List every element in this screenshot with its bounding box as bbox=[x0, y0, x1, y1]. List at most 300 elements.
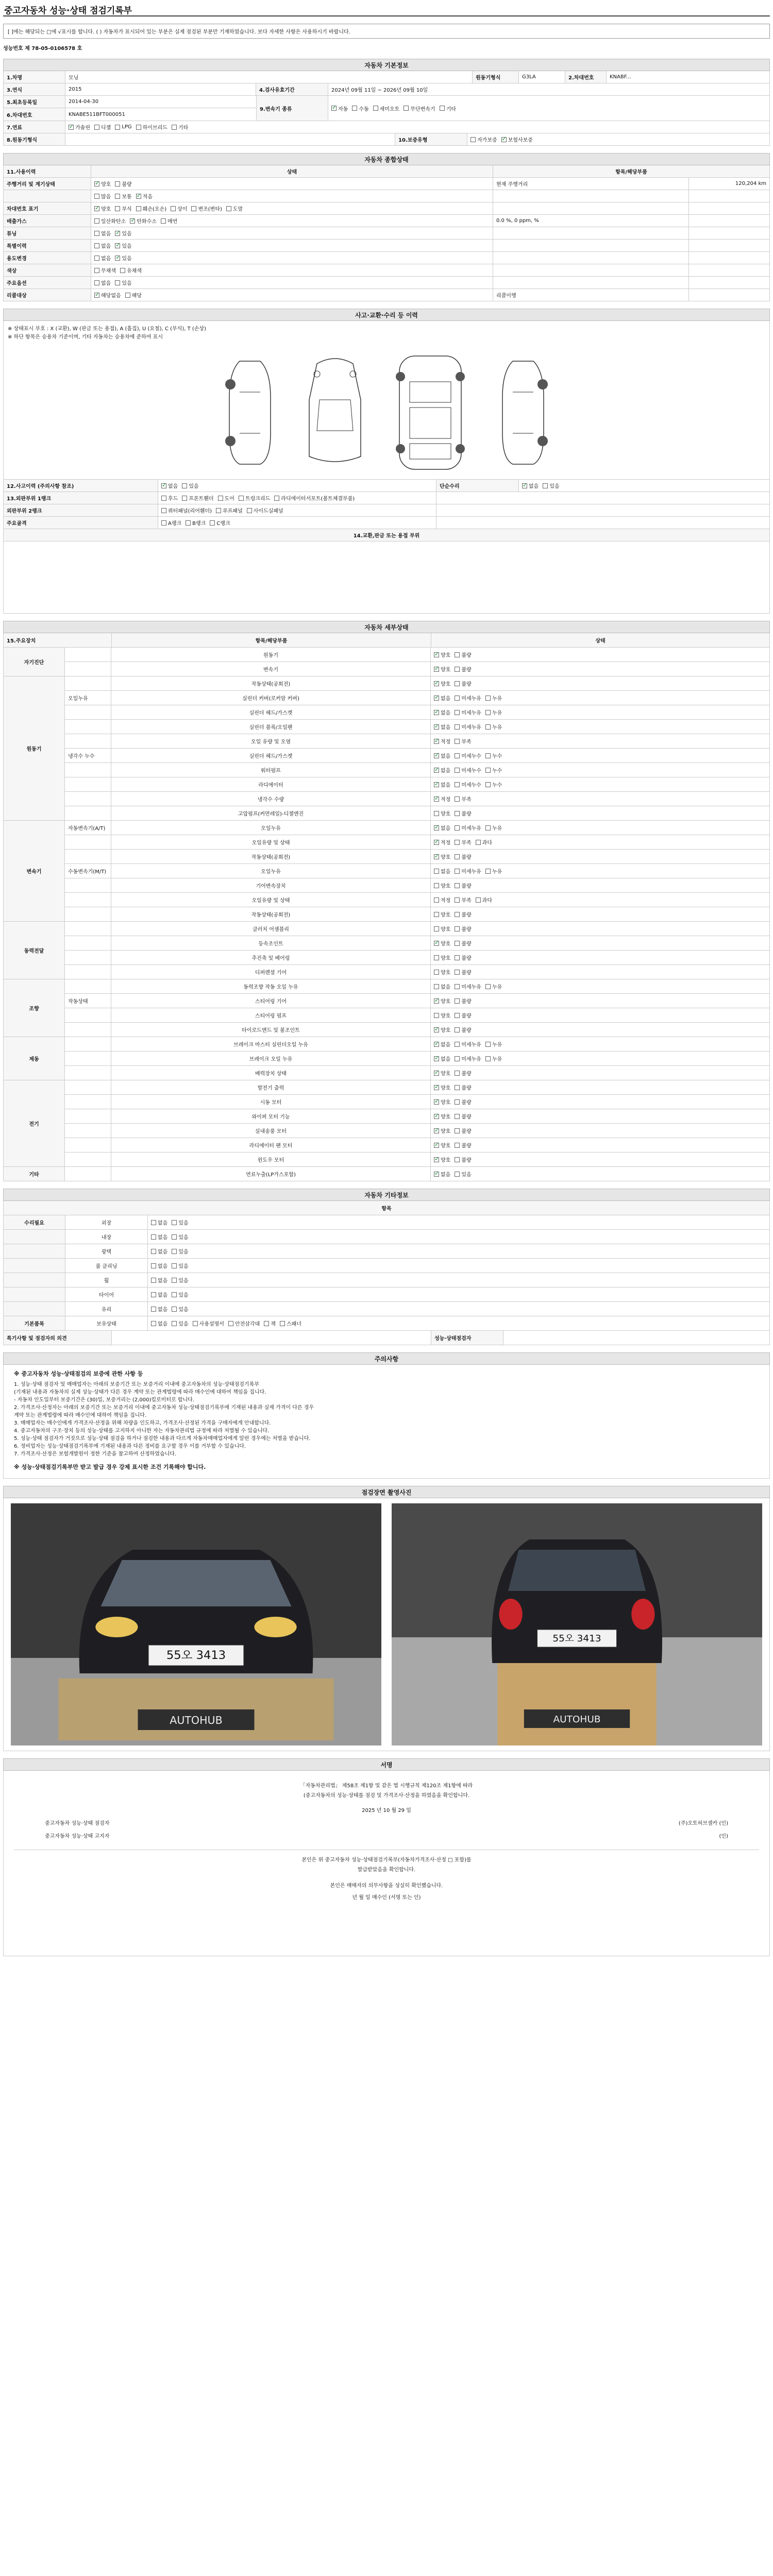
detail-sub bbox=[65, 979, 111, 993]
checkbox[interactable] bbox=[434, 869, 439, 874]
checkbox-checked[interactable] bbox=[434, 1027, 439, 1032]
checkbox[interactable] bbox=[115, 125, 120, 130]
basic-label: 3.연식 bbox=[4, 83, 65, 95]
photos-section-title: 점검장면 촬영사진 bbox=[3, 1486, 770, 1498]
svg-text:55오 3413: 55오 3413 bbox=[552, 1633, 601, 1644]
detail-row bbox=[65, 1109, 770, 1124]
checkbox[interactable] bbox=[161, 520, 166, 526]
checkbox[interactable] bbox=[171, 206, 176, 211]
checkbox[interactable] bbox=[455, 998, 460, 1004]
checkbox[interactable] bbox=[455, 854, 460, 859]
detail-row bbox=[65, 1167, 770, 1181]
general-row-options: 없음 ✓ 있음 bbox=[91, 240, 493, 251]
detail-part: 배력장치 상태 bbox=[111, 1066, 431, 1080]
checkbox[interactable] bbox=[455, 1071, 460, 1076]
detail-part: 라디에이터 팬 모터 bbox=[111, 1138, 431, 1152]
checkbox-checked[interactable] bbox=[434, 854, 439, 859]
detail-row bbox=[65, 792, 770, 806]
checkbox[interactable] bbox=[434, 984, 439, 989]
detail-part: 실린더 커버(로커암 커버) bbox=[111, 691, 431, 705]
checkbox-checked[interactable] bbox=[434, 768, 439, 773]
checkbox-checked[interactable] bbox=[434, 998, 439, 1004]
warranty-options: 자가보증 ✓ 보험사보증 bbox=[467, 133, 769, 145]
checkbox[interactable] bbox=[455, 912, 460, 917]
detail-group bbox=[3, 676, 770, 821]
fuel-label: 7.연료 bbox=[4, 121, 65, 133]
checkbox[interactable] bbox=[94, 243, 99, 248]
detail-options: ✓ 양호 불량 bbox=[431, 1095, 769, 1109]
other-row bbox=[3, 1302, 770, 1316]
detail-row bbox=[65, 1080, 770, 1095]
checkbox[interactable] bbox=[476, 840, 481, 845]
checkbox[interactable] bbox=[485, 696, 491, 701]
rear-photo bbox=[392, 1503, 762, 1745]
checkbox[interactable] bbox=[455, 739, 460, 744]
basic-label: 원동기형식 bbox=[473, 71, 519, 83]
detail-options: 양호 불량 bbox=[431, 806, 769, 820]
detail-row bbox=[65, 994, 770, 1008]
checkbox-checked[interactable] bbox=[115, 231, 120, 236]
general-row-value bbox=[689, 215, 769, 227]
checkbox[interactable] bbox=[151, 1249, 156, 1254]
checkbox[interactable] bbox=[455, 652, 460, 657]
caution-line: (기재된 내용과 자동차의 실제 성능·상태가 다른 경우 계약 또는 관계법령에 따라 매수인에 대하여 책임을 집니다. bbox=[14, 1389, 266, 1395]
detail-options: ✓ 적정 부족 과다 bbox=[431, 835, 769, 849]
sign-area: 「자동차관리법」 제58조 제1항 및 같은 법 시행규칙 제120조 제1항에 따라 (중고자동차의 성능·상태를 점검 및 가격조사·산정을 하였음을 확인합니다. 2025 년 10 월 29 일 중고자동차 성능·상태 점검자 (주)오토허브셀카 (인) 중고자동차 성능·상태 고지자 (인) 본인은 위 중고자동차 성능·상태점검기록부(자동차가격조사·산정 □ 포함)를 발급받았음을 확인합니다. 본인은 매매자의 의무사항을 성실히 확인했습니다. 년 월 일 매수인 (서명 또는 인) bbox=[3, 1771, 770, 1956]
detail-sub bbox=[65, 720, 111, 734]
checkbox[interactable] bbox=[455, 696, 460, 701]
detail-group-name: 변속기 bbox=[3, 821, 65, 922]
engine-value bbox=[65, 133, 395, 145]
checkbox[interactable] bbox=[434, 970, 439, 975]
detail-part: 등속조인트 bbox=[111, 936, 431, 950]
checkbox-checked[interactable] bbox=[434, 1085, 439, 1090]
other-header: 항목 bbox=[3, 1201, 770, 1215]
other-row bbox=[3, 1273, 770, 1287]
checkbox[interactable] bbox=[485, 825, 491, 831]
basic-row-3 bbox=[3, 96, 770, 121]
car-diagram bbox=[3, 346, 770, 480]
detail-part: 작동상태(공회전) bbox=[111, 850, 431, 863]
detail-part: 실린더 헤드/가스켓 bbox=[111, 749, 431, 762]
notice-box bbox=[3, 24, 770, 39]
detail-options: ✓ 없음 미세누수 누수 bbox=[431, 749, 769, 762]
detail-group bbox=[3, 979, 770, 1037]
checkbox[interactable] bbox=[216, 508, 221, 513]
general-row bbox=[3, 178, 770, 190]
checkbox-checked[interactable] bbox=[434, 782, 439, 787]
accident-row-options: 쿼터패널(리어휀더) 루프패널 사이드실패널 bbox=[158, 504, 436, 516]
checkbox[interactable] bbox=[455, 1056, 460, 1061]
detail-row bbox=[65, 878, 770, 893]
detail-group bbox=[3, 1080, 770, 1167]
general-row bbox=[3, 289, 770, 301]
checkbox[interactable] bbox=[218, 496, 223, 501]
checkbox-checked[interactable] bbox=[94, 206, 99, 211]
checkbox[interactable] bbox=[485, 710, 491, 715]
checkbox[interactable] bbox=[186, 520, 191, 526]
detail-sub bbox=[65, 1138, 111, 1152]
parts-empty-area bbox=[3, 541, 770, 614]
general-section-title: 자동차 종합상태 bbox=[3, 153, 770, 165]
certificate-number bbox=[3, 44, 770, 52]
checkbox-checked[interactable] bbox=[434, 681, 439, 686]
caution-section bbox=[3, 1352, 770, 1479]
detail-row bbox=[65, 1037, 770, 1052]
checkbox[interactable] bbox=[455, 1085, 460, 1090]
checkbox[interactable] bbox=[455, 768, 460, 773]
detail-section bbox=[3, 621, 770, 1181]
checkbox[interactable] bbox=[455, 667, 460, 672]
detail-row bbox=[65, 907, 770, 922]
checkbox[interactable] bbox=[115, 194, 120, 199]
detail-options: ✓ 양호 불량 bbox=[431, 1066, 769, 1080]
checkbox[interactable] bbox=[151, 1263, 156, 1268]
checkbox[interactable] bbox=[485, 1042, 491, 1047]
checkbox[interactable] bbox=[455, 955, 460, 960]
svg-text:AUTOHUB: AUTOHUB bbox=[553, 1714, 601, 1725]
checkbox[interactable] bbox=[264, 1321, 269, 1326]
checkbox[interactable] bbox=[94, 268, 99, 273]
detail-sub bbox=[65, 806, 111, 820]
checkbox[interactable] bbox=[161, 508, 166, 513]
checkbox[interactable] bbox=[94, 256, 99, 261]
detail-sub bbox=[65, 878, 111, 892]
caution-line: 6. 정비업자는 성능·상태점검기록부에 기재된 내용과 다른 정비를 요구할 경우 이를 거부할 수 있습니다. bbox=[14, 1444, 246, 1449]
checkbox-checked[interactable] bbox=[434, 1143, 439, 1148]
checkbox[interactable] bbox=[172, 1292, 177, 1297]
checkbox[interactable] bbox=[440, 106, 445, 111]
checkbox-checked[interactable] bbox=[94, 181, 99, 187]
detail-sub bbox=[65, 1066, 111, 1080]
checkbox-checked[interactable] bbox=[434, 1071, 439, 1076]
accident-row bbox=[3, 492, 770, 504]
detail-options: ✓ 적정 부족 bbox=[431, 792, 769, 806]
other-options: 없음 있음 bbox=[148, 1259, 769, 1273]
checkbox-checked[interactable] bbox=[434, 1114, 439, 1119]
checkbox-checked[interactable] bbox=[331, 106, 337, 111]
detail-row bbox=[65, 705, 770, 720]
checkbox[interactable] bbox=[434, 883, 439, 888]
checkbox-checked[interactable] bbox=[94, 293, 99, 298]
accident-section bbox=[3, 309, 770, 614]
checkbox[interactable] bbox=[182, 483, 187, 488]
general-row-options: 없음 ✓ 있음 bbox=[91, 227, 493, 239]
checkbox[interactable] bbox=[115, 206, 120, 211]
checkbox[interactable] bbox=[434, 811, 439, 816]
checkbox[interactable] bbox=[161, 218, 166, 224]
checkbox[interactable] bbox=[136, 206, 141, 211]
checkbox[interactable] bbox=[455, 1042, 460, 1047]
checkbox-checked[interactable] bbox=[434, 941, 439, 946]
checkbox[interactable] bbox=[455, 1013, 460, 1018]
other-group bbox=[4, 1302, 65, 1316]
other-section-title: 자동차 기타정보 bbox=[3, 1189, 770, 1201]
checkbox[interactable] bbox=[485, 984, 491, 989]
caution-line: 4. 중고자동차의 구조·장치 등의 성능·상태를 고지하지 아니한 자는 자동차관리법 규정에 따라 처벌될 수 있습니다. bbox=[14, 1428, 270, 1434]
other-group bbox=[4, 1230, 65, 1244]
accident-rows bbox=[3, 480, 770, 529]
detail-part: 오일 유량 및 오염 bbox=[111, 734, 431, 748]
checkbox[interactable] bbox=[115, 181, 120, 187]
checkbox[interactable] bbox=[172, 1249, 177, 1254]
general-row bbox=[3, 202, 770, 215]
checkbox[interactable] bbox=[193, 1321, 198, 1326]
checkbox[interactable] bbox=[434, 897, 439, 903]
checkbox[interactable] bbox=[434, 926, 439, 931]
checkbox-checked[interactable] bbox=[136, 194, 141, 199]
detail-header: 15.주요장치 항목/해당부품 상태 bbox=[3, 633, 770, 648]
checkbox[interactable] bbox=[455, 811, 460, 816]
checkbox[interactable] bbox=[434, 1013, 439, 1018]
checkbox-checked[interactable] bbox=[434, 667, 439, 672]
checkbox[interactable] bbox=[191, 206, 196, 211]
checkbox[interactable] bbox=[94, 125, 99, 130]
general-row-note bbox=[493, 264, 689, 276]
checkbox[interactable] bbox=[455, 753, 460, 758]
checkbox[interactable] bbox=[455, 1172, 460, 1177]
checkbox-checked[interactable] bbox=[434, 1172, 439, 1177]
detail-sub: 작동상태 bbox=[65, 994, 111, 1008]
detail-row bbox=[65, 936, 770, 951]
detail-part: 실린더 블록/오일팬 bbox=[111, 720, 431, 734]
general-row-label: 튜닝 bbox=[4, 227, 91, 239]
detail-sub bbox=[65, 705, 111, 719]
sign-section bbox=[3, 1758, 770, 1956]
checkbox-checked[interactable] bbox=[115, 256, 120, 261]
checkbox-checked[interactable] bbox=[434, 652, 439, 657]
checkbox[interactable] bbox=[485, 782, 491, 787]
checkbox[interactable] bbox=[455, 1099, 460, 1105]
checkbox[interactable] bbox=[485, 869, 491, 874]
general-row bbox=[3, 215, 770, 227]
detail-options: 적정 부족 과다 bbox=[431, 893, 769, 907]
detail-part: 스티어링 기어 bbox=[111, 994, 431, 1008]
checkbox[interactable] bbox=[120, 268, 125, 273]
checkbox[interactable] bbox=[115, 280, 120, 285]
checkbox[interactable] bbox=[226, 206, 231, 211]
checkbox[interactable] bbox=[151, 1220, 156, 1225]
detail-row bbox=[65, 763, 770, 777]
checkbox[interactable] bbox=[172, 1321, 177, 1326]
checkbox[interactable] bbox=[434, 912, 439, 917]
checkbox-checked[interactable] bbox=[434, 739, 439, 744]
checkbox[interactable] bbox=[455, 1128, 460, 1133]
checkbox[interactable] bbox=[455, 710, 460, 715]
caution-section-title: 주의사항 bbox=[3, 1352, 770, 1365]
checkbox[interactable] bbox=[455, 869, 460, 874]
checkbox[interactable] bbox=[485, 724, 491, 730]
front-photo bbox=[11, 1503, 381, 1745]
checkbox[interactable] bbox=[151, 1234, 156, 1240]
checkbox[interactable] bbox=[172, 1220, 177, 1225]
checkbox[interactable] bbox=[172, 1263, 177, 1268]
checkbox[interactable] bbox=[274, 496, 279, 501]
checkbox[interactable] bbox=[136, 125, 141, 130]
document-title: 중고자동차 성능·상태 점검기록부 bbox=[4, 6, 132, 16]
checkbox[interactable] bbox=[352, 106, 357, 111]
detail-part: 발전기 출력 bbox=[111, 1080, 431, 1094]
checkbox[interactable] bbox=[434, 955, 439, 960]
checkbox[interactable] bbox=[455, 883, 460, 888]
detail-row bbox=[65, 1066, 770, 1080]
other-options: 없음 있음 사용설명서 안전삼각대 잭 스패너 bbox=[148, 1316, 769, 1330]
detail-sub bbox=[65, 965, 111, 979]
checkbox[interactable] bbox=[125, 293, 130, 298]
detail-row bbox=[65, 749, 770, 763]
checkbox-checked[interactable] bbox=[434, 1157, 439, 1162]
basic-row-1 bbox=[3, 71, 770, 83]
accident-row-label: 13.외판부위 1랭크 bbox=[4, 492, 158, 504]
caution-line: 2. 가격조사·산정자는 아래의 보증기간 또는 보증거리 이내에 중고자동차 성능·상태점검기록부에 기재된 내용과 실제 가격이 다른 경우 bbox=[14, 1405, 314, 1411]
detail-options: ✓ 없음 미세누유 누유 bbox=[431, 1052, 769, 1065]
checkbox[interactable] bbox=[373, 106, 378, 111]
checkbox[interactable] bbox=[280, 1321, 285, 1326]
checkbox-checked[interactable] bbox=[434, 1099, 439, 1105]
detail-row bbox=[65, 922, 770, 936]
basic-value: 2024년 09월 11일 ~ 2026년 09월 10일 bbox=[331, 88, 428, 93]
detail-options: ✓ 양호 불량 bbox=[431, 662, 769, 676]
checkbox[interactable] bbox=[485, 768, 491, 773]
checkbox[interactable] bbox=[172, 1278, 177, 1283]
checkbox[interactable] bbox=[455, 1114, 460, 1119]
checkbox[interactable] bbox=[172, 125, 177, 130]
detail-options: 양호 불량 bbox=[431, 965, 769, 979]
checkbox[interactable] bbox=[151, 1278, 156, 1283]
checkbox-checked[interactable] bbox=[130, 218, 135, 224]
detail-part: 원동기 bbox=[111, 648, 431, 662]
checkbox[interactable] bbox=[455, 1143, 460, 1148]
other-part: 휠 bbox=[65, 1273, 148, 1287]
detail-part: 와이퍼 모터 기능 bbox=[111, 1109, 431, 1123]
detail-options: ✓ 양호 불량 bbox=[431, 1080, 769, 1094]
checkbox-checked[interactable] bbox=[434, 796, 439, 802]
checkbox[interactable] bbox=[172, 1234, 177, 1240]
checkbox[interactable] bbox=[455, 825, 460, 831]
checkbox[interactable] bbox=[94, 218, 99, 224]
checkbox[interactable] bbox=[182, 496, 187, 501]
detail-part: 작동상태(공회전) bbox=[111, 907, 431, 921]
other-row bbox=[3, 1215, 770, 1230]
checkbox[interactable] bbox=[94, 280, 99, 285]
detail-group-name: 조향 bbox=[3, 979, 65, 1037]
detail-options: ✓ 없음 있음 bbox=[431, 1167, 769, 1181]
checkbox-checked[interactable] bbox=[434, 1056, 439, 1061]
checkbox[interactable] bbox=[470, 137, 476, 142]
checkbox[interactable] bbox=[94, 194, 99, 199]
checkbox[interactable] bbox=[228, 1321, 233, 1326]
checkbox[interactable] bbox=[455, 840, 460, 845]
basic-label: 1.차명 bbox=[4, 71, 65, 83]
checkbox[interactable] bbox=[455, 724, 460, 730]
other-row bbox=[3, 1259, 770, 1273]
checkbox[interactable] bbox=[455, 1157, 460, 1162]
checkbox-checked[interactable] bbox=[434, 753, 439, 758]
detail-sub bbox=[65, 936, 111, 950]
checkbox[interactable] bbox=[404, 106, 409, 111]
general-row-label: 특별이력 bbox=[4, 240, 91, 251]
checkbox-checked[interactable] bbox=[69, 125, 74, 130]
detail-part: 디퍼렌셜 기어 bbox=[111, 965, 431, 979]
detail-group-name: 기타 bbox=[3, 1167, 65, 1181]
accident-legend: ※ 상태표시 부호 : X (교환), W (판금 또는 용접), A (흠집), U (요철), C (부식), T (손상) ※ 하단 항목은 승용차 기준이며, 기타 자동차는 승용차에 준하여 표시 bbox=[3, 321, 770, 346]
basic-label: 4.검사유효기간 bbox=[256, 83, 328, 95]
checkbox-checked[interactable] bbox=[434, 1128, 439, 1133]
checkbox[interactable] bbox=[151, 1321, 156, 1326]
checkbox[interactable] bbox=[247, 508, 252, 513]
checkbox[interactable] bbox=[151, 1307, 156, 1312]
checkbox[interactable] bbox=[485, 753, 491, 758]
general-row-label: 색상 bbox=[4, 264, 91, 276]
detail-options: 양호 불량 bbox=[431, 878, 769, 892]
checkbox[interactable] bbox=[455, 1027, 460, 1032]
checkbox-checked[interactable] bbox=[115, 243, 120, 248]
checkbox-checked[interactable] bbox=[161, 483, 166, 488]
detail-options: ✓ 양호 불량 bbox=[431, 1138, 769, 1152]
checkbox[interactable] bbox=[172, 1307, 177, 1312]
checkbox[interactable] bbox=[455, 782, 460, 787]
checkbox[interactable] bbox=[210, 520, 215, 526]
detail-sub: 냉각수 누수 bbox=[65, 749, 111, 762]
detail-row bbox=[65, 662, 770, 676]
detail-part: 추진축 및 베어링 bbox=[111, 951, 431, 964]
checkbox[interactable] bbox=[455, 941, 460, 946]
other-group bbox=[4, 1287, 65, 1301]
checkbox-checked[interactable] bbox=[434, 1042, 439, 1047]
checkbox[interactable] bbox=[239, 496, 244, 501]
other-rows bbox=[3, 1215, 770, 1331]
checkbox[interactable] bbox=[485, 1056, 491, 1061]
checkbox[interactable] bbox=[543, 483, 548, 488]
checkbox[interactable] bbox=[94, 231, 99, 236]
checkbox[interactable] bbox=[476, 897, 481, 903]
checkbox-checked[interactable] bbox=[501, 137, 507, 142]
checkbox[interactable] bbox=[455, 681, 460, 686]
detail-sub bbox=[65, 648, 111, 662]
checkbox[interactable] bbox=[455, 926, 460, 931]
accident-row-label: 12.사고이력 (주의사항 참조) bbox=[4, 480, 158, 492]
checkbox-checked[interactable] bbox=[434, 710, 439, 715]
detail-row bbox=[65, 1095, 770, 1109]
buyer-signature-line: 년 월 일 매수인 (서명 또는 인) bbox=[352, 1895, 421, 1901]
checkbox[interactable] bbox=[161, 496, 166, 501]
checkbox-checked[interactable] bbox=[434, 825, 439, 831]
car-rear-image bbox=[392, 1503, 762, 1745]
checkbox-checked[interactable] bbox=[434, 696, 439, 701]
detail-part: 라디에이터 bbox=[111, 777, 431, 791]
detail-row bbox=[65, 1023, 770, 1037]
detail-row bbox=[65, 1153, 770, 1167]
detail-row bbox=[65, 720, 770, 734]
checkbox[interactable] bbox=[455, 984, 460, 989]
checkbox[interactable] bbox=[455, 970, 460, 975]
detail-sub bbox=[65, 1153, 111, 1166]
general-row-value bbox=[689, 190, 769, 202]
detail-part: 시동 모터 bbox=[111, 1095, 431, 1109]
checkbox[interactable] bbox=[151, 1292, 156, 1297]
checkbox-checked[interactable] bbox=[434, 840, 439, 845]
basic-value: KNABF... bbox=[610, 74, 631, 80]
checkbox-checked[interactable] bbox=[434, 724, 439, 730]
checkbox[interactable] bbox=[455, 897, 460, 903]
detail-options: ✓ 양호 불량 bbox=[431, 676, 769, 690]
basic-value: G3LA bbox=[519, 71, 565, 83]
basic-value: KNABE511BFT000051 bbox=[69, 111, 125, 117]
detail-options: 양호 불량 bbox=[431, 1008, 769, 1022]
general-row-value bbox=[689, 264, 769, 276]
checkbox[interactable] bbox=[455, 796, 460, 802]
checkbox-checked[interactable] bbox=[522, 483, 527, 488]
